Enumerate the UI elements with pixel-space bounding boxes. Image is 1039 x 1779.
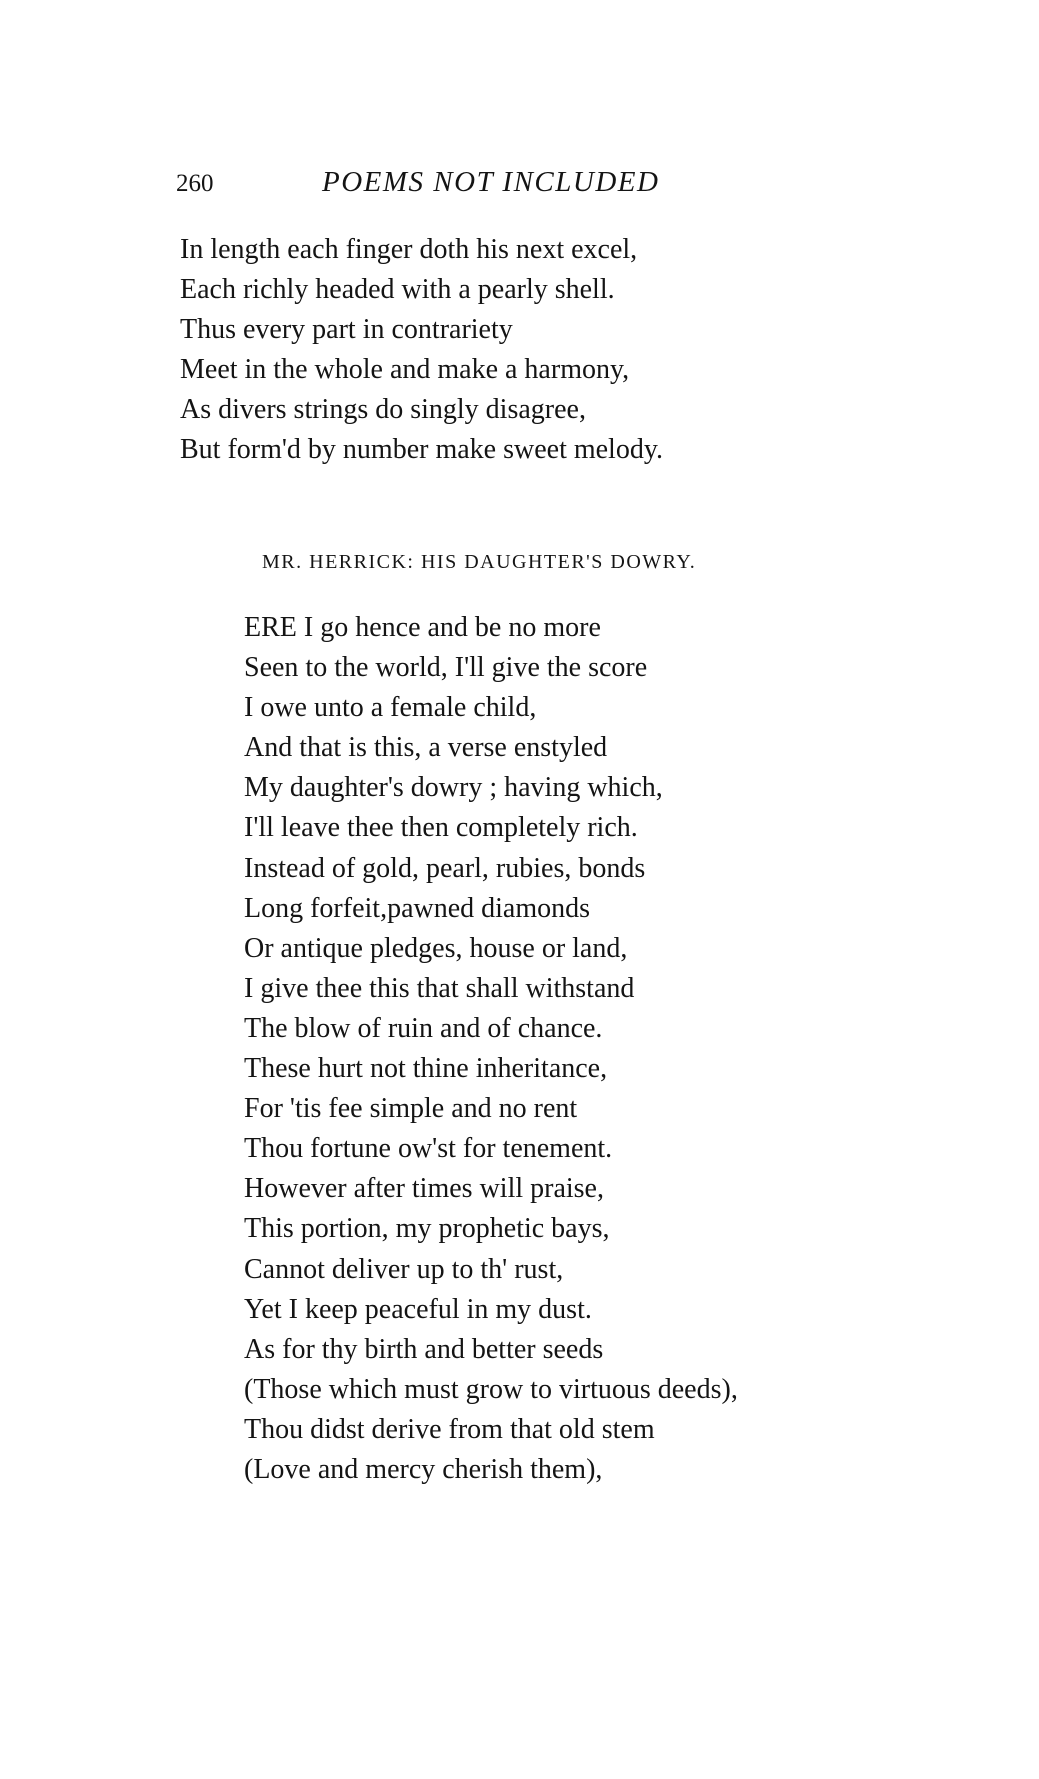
poem-line: These hurt not thine inheritance, (244, 1053, 608, 1085)
poem-body (244, 608, 738, 1490)
poem-line: (Love and mercy cherish them), (244, 1453, 603, 1485)
poem-line: Thou didst derive from that old stem (244, 1413, 655, 1445)
poem-line: As for thy birth and better seeds (244, 1333, 604, 1365)
poem-line: The blow of ruin and of chance. (244, 1012, 603, 1044)
running-head-title: POEMS NOT INCLUDED (322, 166, 660, 198)
poem-line: I give thee this that shall withstand (244, 972, 635, 1004)
poem-line: ERE I go hence and be no more (244, 612, 601, 643)
poem-line: However after times will praise, (244, 1173, 604, 1205)
poem-line: Instead of gold, pearl, rubies, bonds (244, 852, 646, 884)
poem-line: This portion, my prophetic bays, (244, 1213, 610, 1245)
poem-line: In length each finger doth his next excel, (180, 234, 638, 265)
poem-line: Seen to the world, I'll give the score (244, 652, 648, 684)
poem-line: Thou fortune ow'st for tenement. (244, 1133, 613, 1165)
poem-line: I owe unto a female child, (244, 692, 537, 724)
poem-title: MR. HERRICK: HIS DAUGHTER'S DOWRY. (262, 551, 697, 573)
poem-line: Or antique pledges, house or land, (244, 932, 628, 964)
poem-line: Each richly headed with a pearly shell. (180, 274, 615, 305)
poem-line: For 'tis fee simple and no rent (244, 1093, 578, 1125)
poem-line: Yet I keep peaceful in my dust. (244, 1293, 592, 1325)
poem-line: Cannot deliver up to th' rust, (244, 1253, 564, 1285)
page-number: 260 (176, 170, 214, 197)
poem-line: I'll leave thee then completely rich. (244, 812, 638, 844)
poem-line: My daughter's dowry ; having which, (244, 772, 663, 804)
poem-line: As divers strings do singly disagree, (180, 394, 586, 425)
poem-line: Thus every part in contrariety (180, 314, 513, 345)
poem-line: And that is this, a verse enstyled (244, 732, 608, 764)
poem-line: Meet in the whole and make a harmony, (180, 354, 630, 385)
poem-line: (Those which must grow to virtuous deeds), (244, 1373, 738, 1405)
running-head (176, 166, 776, 206)
poem-fragment (180, 230, 663, 470)
poem-line: But form'd by number make sweet melody. (180, 434, 664, 465)
poem-line: Long forfeit,pawned diamonds (244, 892, 591, 924)
